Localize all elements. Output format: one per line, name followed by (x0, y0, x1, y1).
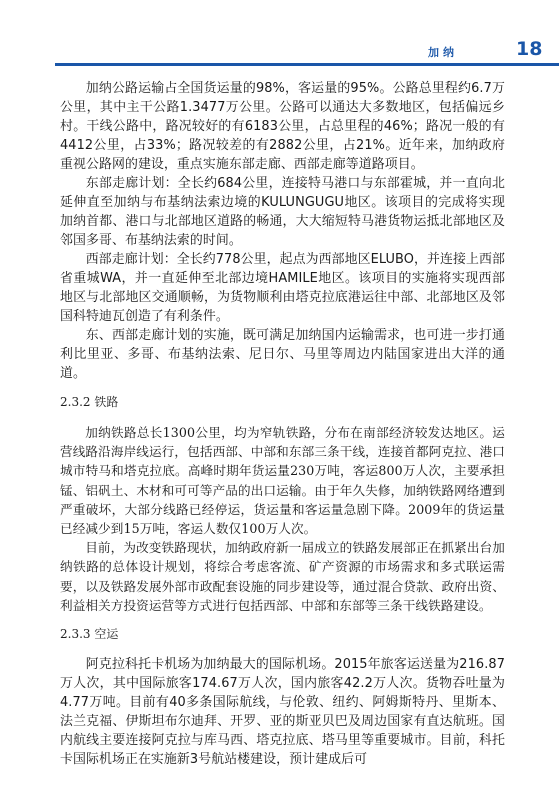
corridors-summary-paragraph: 东、西部走廊计划的实施，既可满足加纳国内运输需求，也可进一步打通利比里亚、多哥、布基纳法索、尼日尔、马里等周边内陆国家进出大洋的通道。 (60, 328, 505, 381)
railway-paragraph: 加纳铁路总长1300公里，均为窄轨铁路，分布在南部经济较发达地区。运营线路沿海岸线运行，包括西部、中部和东部三条干线，连接首都阿克拉、港口城市特马和塔克拉底。高峰时期年货运量230万吨，客运800万人次，主要承担锰、铝矾土、木材和可可等产品的出口运输。由于年久失修，加纳铁路网络遭到严重破坏，大部分线路已经停运，货运量和客运量急剧下降。2009年的货运量已经减少到15万吨，客运人数仅100万人次。 (60, 425, 505, 537)
west-corridor-paragraph: 西部走廊计划：全长约778公里，起点为西部地区ELUBO，并连接上西部省重城WA，并一直延伸至北部边境HAMILE地区。该项目的实施将实现西部地区与北部地区交通顺畅，为货物顺利由塔克拉底港运往中部、北部地区及邻国科特迪瓦创造了有利条件。 (60, 252, 505, 324)
railway-heading: 2.3.2 铁路 (60, 395, 119, 409)
aviation-heading: 2.3.3 空运 (60, 627, 119, 642)
running-head: 加纳 (428, 46, 458, 59)
page-number: 18 (516, 38, 543, 60)
railway-plan-paragraph: 目前，为改变铁路现状，加纳政府新一届成立的铁路发展部正在抓紧出台加纳铁路的总体设计规划，将综合考虑客流、矿产资源的市场需求和多式联运需要，以及铁路发展外部市政配套设施的同步建设等，通过混合贷款、政府出资、利益相关方投资运营等方式进行包括西部、中部和东部等三条干线铁路建设。 (60, 540, 505, 613)
aviation-paragraph: 阿克拉科托卡机场为加纳最大的国际机场。2015年旅客运送量为216.87万人次，其中国际旅客174.67万人次，国内旅客42.2万人次。货物吞吐量为4.77万吨。目前有40多条国际航线，与伦敦、纽约、阿姆斯特丹、里斯本、法兰克福、伊斯坦布尔迪拜、开罗、亚的斯亚贝巴及周边国家有直达航班。国内航线主要连接阿克拉与库马西、塔克拉底、塔马里等重要城市。目前，科托卡国际机场正在实施新3号航站楼建设，预计建成后可 (60, 657, 505, 768)
header-rule (55, 63, 559, 66)
page-body (60, 79, 505, 769)
roads-paragraph: 加纳公路运输占全国货运量的98%，客运量的95%。公路总里程约6.7万公里，其中主干公路1.3477万公里。公路可以通达大多数地区，包括偏远乡村。干线公路中，路况较好的有6183公里，占总里程的46%；路况一般的有4412公里，占33%；路况较差的有2882公里，占21%。近年来，加纳政府重视公路网的建设，重点实施东部走廊、西部走廊等道路项目。 (60, 81, 505, 172)
east-corridor-paragraph: 东部走廊计划：全长约684公里，连接特马港口与东部霍城，并一直向北延伸直至加纳与布基纳法索边境的KULUNGUGU地区。该项目的完成将实现加纳首都、港口与北部地区道路的畅通，大大缩短特马港货物运抵北部地区及邻国多哥、布基纳法索的时间。 (60, 176, 505, 248)
